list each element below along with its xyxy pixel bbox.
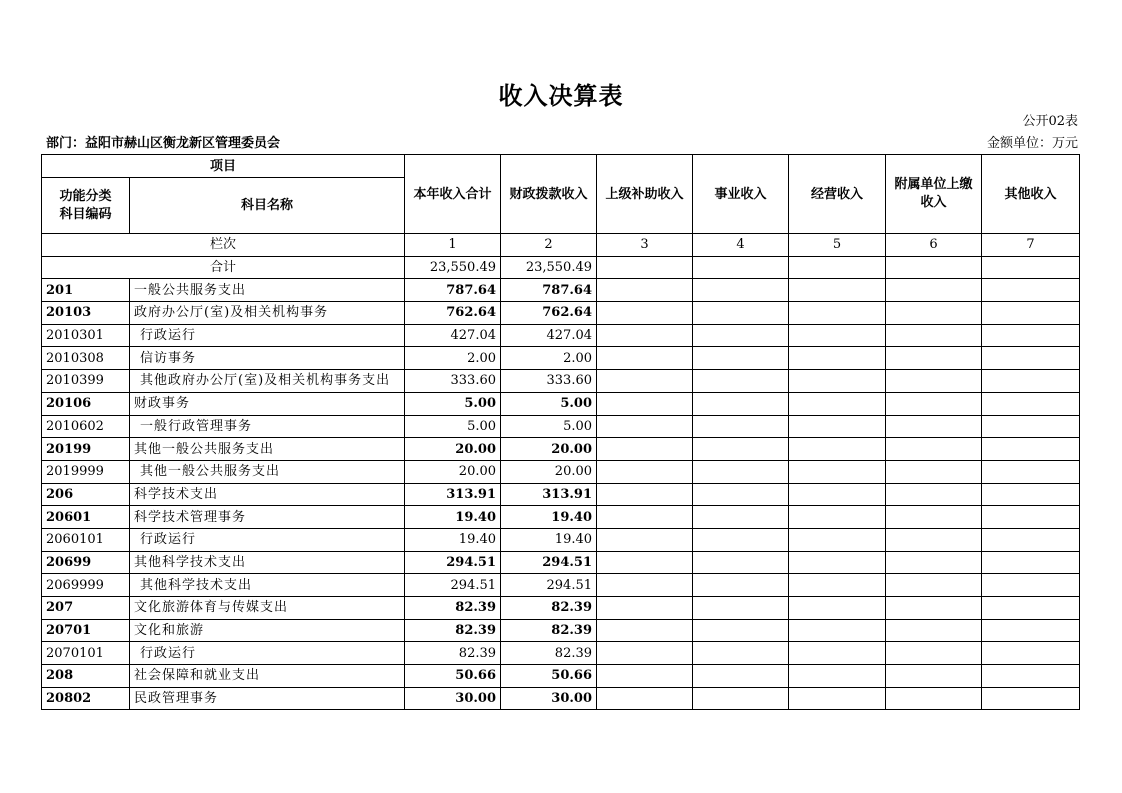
empty-cell — [886, 370, 982, 393]
subject-code: 201 — [42, 279, 130, 302]
income-sum: 2.00 — [405, 347, 501, 370]
subject-code: 20106 — [42, 392, 130, 415]
fiscal-appropriation: 19.40 — [501, 528, 597, 551]
subject-name: 信访事务 — [130, 347, 405, 370]
subject-name: 一般行政管理事务 — [130, 415, 405, 438]
table-row — [42, 551, 1080, 574]
empty-cell — [982, 528, 1080, 551]
empty-cell — [982, 415, 1080, 438]
empty-cell — [789, 460, 886, 483]
column-index-cell: 1 — [405, 234, 501, 257]
empty-cell — [693, 574, 789, 597]
table-row — [42, 665, 1080, 688]
fiscal-appropriation: 19.40 — [501, 506, 597, 529]
empty-cell — [597, 483, 693, 506]
header-col-2: 财政拨款收入 — [501, 155, 597, 234]
fiscal-appropriation: 30.00 — [501, 687, 597, 710]
empty-cell — [982, 506, 1080, 529]
empty-cell — [693, 302, 789, 325]
income-sum: 427.04 — [405, 324, 501, 347]
income-sum: 294.51 — [405, 551, 501, 574]
empty-cell — [789, 483, 886, 506]
subject-name: 一般公共服务支出 — [130, 279, 405, 302]
column-index-label: 栏次 — [42, 234, 405, 257]
empty-cell — [982, 665, 1080, 688]
empty-cell — [789, 256, 886, 279]
income-sum: 50.66 — [405, 665, 501, 688]
empty-cell — [982, 574, 1080, 597]
empty-cell — [693, 642, 789, 665]
table-row — [42, 597, 1080, 620]
subject-name: 科学技术支出 — [130, 483, 405, 506]
empty-cell — [789, 506, 886, 529]
page-title: 收入决算表 — [498, 81, 624, 110]
subject-code: 208 — [42, 665, 130, 688]
empty-cell — [789, 347, 886, 370]
income-sum: 294.51 — [405, 574, 501, 597]
subject-code: 20699 — [42, 551, 130, 574]
empty-cell — [982, 460, 1080, 483]
empty-cell — [693, 347, 789, 370]
empty-cell — [982, 347, 1080, 370]
empty-cell — [886, 392, 982, 415]
empty-cell — [789, 619, 886, 642]
table-body — [42, 155, 1080, 710]
total-income-sum: 23,550.49 — [405, 256, 501, 279]
column-index-cell: 5 — [789, 234, 886, 257]
subject-code: 207 — [42, 597, 130, 620]
empty-cell — [597, 551, 693, 574]
fiscal-appropriation: 82.39 — [501, 619, 597, 642]
total-label: 合计 — [42, 256, 405, 279]
fiscal-appropriation: 5.00 — [501, 415, 597, 438]
header-col-1: 本年收入合计 — [405, 155, 501, 234]
empty-cell — [982, 687, 1080, 710]
table-row — [42, 528, 1080, 551]
income-sum: 787.64 — [405, 279, 501, 302]
empty-cell — [789, 279, 886, 302]
empty-cell — [886, 506, 982, 529]
empty-cell — [982, 256, 1080, 279]
fiscal-appropriation: 333.60 — [501, 370, 597, 393]
empty-cell — [886, 483, 982, 506]
empty-cell — [886, 597, 982, 620]
subject-code: 2060101 — [42, 528, 130, 551]
subject-code: 2010602 — [42, 415, 130, 438]
empty-cell — [597, 597, 693, 620]
fiscal-appropriation: 762.64 — [501, 302, 597, 325]
header-row-1 — [42, 155, 1080, 178]
empty-cell — [597, 642, 693, 665]
empty-cell — [982, 302, 1080, 325]
empty-cell — [886, 438, 982, 461]
fiscal-appropriation: 20.00 — [501, 460, 597, 483]
empty-cell — [789, 370, 886, 393]
empty-cell — [693, 551, 789, 574]
empty-cell — [597, 256, 693, 279]
header-func-code-line2: 科目编码 — [59, 206, 112, 222]
empty-cell — [693, 324, 789, 347]
table-row — [42, 392, 1080, 415]
table-row — [42, 460, 1080, 483]
subject-name: 行政运行 — [130, 528, 405, 551]
empty-cell — [886, 256, 982, 279]
empty-cell — [982, 370, 1080, 393]
column-index-cell: 4 — [693, 234, 789, 257]
empty-cell — [789, 687, 886, 710]
empty-cell — [886, 551, 982, 574]
header-col-7: 其他收入 — [982, 155, 1080, 234]
income-sum: 20.00 — [405, 438, 501, 461]
empty-cell — [982, 324, 1080, 347]
empty-cell — [886, 574, 982, 597]
table-row — [42, 574, 1080, 597]
empty-cell — [789, 438, 886, 461]
empty-cell — [597, 460, 693, 483]
subject-name: 行政运行 — [130, 642, 405, 665]
subject-name: 其他一般公共服务支出 — [130, 438, 405, 461]
empty-cell — [693, 256, 789, 279]
fiscal-appropriation: 787.64 — [501, 279, 597, 302]
fiscal-appropriation: 5.00 — [501, 392, 597, 415]
table-row — [42, 324, 1080, 347]
subject-code: 2010399 — [42, 370, 130, 393]
empty-cell — [982, 642, 1080, 665]
subject-name: 财政事务 — [130, 392, 405, 415]
table-row — [42, 506, 1080, 529]
empty-cell — [789, 665, 886, 688]
table-row — [42, 279, 1080, 302]
empty-cell — [597, 324, 693, 347]
income-sum: 762.64 — [405, 302, 501, 325]
empty-cell — [886, 642, 982, 665]
income-sum: 30.00 — [405, 687, 501, 710]
income-sum: 82.39 — [405, 642, 501, 665]
income-sum: 82.39 — [405, 597, 501, 620]
empty-cell — [789, 324, 886, 347]
empty-cell — [886, 302, 982, 325]
empty-cell — [693, 392, 789, 415]
fiscal-appropriation: 294.51 — [501, 551, 597, 574]
subject-name: 其他科学技术支出 — [130, 551, 405, 574]
subject-code: 20103 — [42, 302, 130, 325]
income-sum: 313.91 — [405, 483, 501, 506]
empty-cell — [693, 460, 789, 483]
header-func-code — [42, 178, 130, 234]
empty-cell — [597, 392, 693, 415]
empty-cell — [597, 415, 693, 438]
income-sum: 5.00 — [405, 392, 501, 415]
fiscal-appropriation: 427.04 — [501, 324, 597, 347]
empty-cell — [886, 528, 982, 551]
empty-cell — [693, 619, 789, 642]
empty-cell — [597, 302, 693, 325]
subject-name: 文化和旅游 — [130, 619, 405, 642]
empty-cell — [693, 483, 789, 506]
empty-cell — [886, 460, 982, 483]
empty-cell — [789, 574, 886, 597]
column-index-cell: 7 — [982, 234, 1080, 257]
department-label: 部门：益阳市赫山区衡龙新区管理委员会 — [46, 136, 281, 151]
income-sum: 82.39 — [405, 619, 501, 642]
empty-cell — [886, 665, 982, 688]
table-row — [42, 642, 1080, 665]
table-row — [42, 302, 1080, 325]
income-sum: 5.00 — [405, 415, 501, 438]
fiscal-appropriation: 82.39 — [501, 597, 597, 620]
subject-name: 其他政府办公厅(室)及相关机构事务支出 — [130, 370, 405, 393]
column-index-cell: 3 — [597, 234, 693, 257]
table-row — [42, 415, 1080, 438]
subject-name: 政府办公厅(室)及相关机构事务 — [130, 302, 405, 325]
subject-name: 其他一般公共服务支出 — [130, 460, 405, 483]
empty-cell — [982, 597, 1080, 620]
income-sum: 333.60 — [405, 370, 501, 393]
header-col-5: 经营收入 — [789, 155, 886, 234]
empty-cell — [789, 528, 886, 551]
column-index-row — [42, 234, 1080, 257]
subject-code: 2010301 — [42, 324, 130, 347]
amount-unit-label: 金额单位：万元 — [986, 136, 1078, 151]
empty-cell — [789, 302, 886, 325]
table-row — [42, 370, 1080, 393]
empty-cell — [789, 551, 886, 574]
empty-cell — [982, 438, 1080, 461]
empty-cell — [886, 347, 982, 370]
empty-cell — [693, 415, 789, 438]
column-index-cell: 6 — [886, 234, 982, 257]
empty-cell — [886, 415, 982, 438]
subject-code: 2069999 — [42, 574, 130, 597]
empty-cell — [693, 506, 789, 529]
empty-cell — [982, 279, 1080, 302]
empty-cell — [597, 347, 693, 370]
empty-cell — [789, 597, 886, 620]
subject-name: 行政运行 — [130, 324, 405, 347]
subject-name: 科学技术管理事务 — [130, 506, 405, 529]
income-table — [41, 154, 1080, 710]
fiscal-appropriation: 82.39 — [501, 642, 597, 665]
income-sum: 19.40 — [405, 528, 501, 551]
fiscal-appropriation: 50.66 — [501, 665, 597, 688]
empty-cell — [597, 506, 693, 529]
table-row — [42, 347, 1080, 370]
empty-cell — [597, 528, 693, 551]
subject-name: 文化旅游体育与传媒支出 — [130, 597, 405, 620]
header-col-3: 上级补助收入 — [597, 155, 693, 234]
total-fiscal-appropriation: 23,550.49 — [501, 256, 597, 279]
empty-cell — [789, 392, 886, 415]
empty-cell — [597, 574, 693, 597]
empty-cell — [693, 597, 789, 620]
subject-code: 2070101 — [42, 642, 130, 665]
subject-code: 2010308 — [42, 347, 130, 370]
empty-cell — [597, 438, 693, 461]
subject-name: 社会保障和就业支出 — [130, 665, 405, 688]
empty-cell — [789, 415, 886, 438]
empty-cell — [982, 483, 1080, 506]
empty-cell — [597, 687, 693, 710]
subject-name: 其他科学技术支出 — [130, 574, 405, 597]
header-subject-name: 科目名称 — [130, 178, 405, 234]
empty-cell — [597, 279, 693, 302]
empty-cell — [693, 665, 789, 688]
empty-cell — [597, 665, 693, 688]
subject-code: 2019999 — [42, 460, 130, 483]
subject-code: 20701 — [42, 619, 130, 642]
empty-cell — [886, 687, 982, 710]
empty-cell — [597, 370, 693, 393]
empty-cell — [886, 279, 982, 302]
empty-cell — [597, 619, 693, 642]
empty-cell — [693, 279, 789, 302]
total-row — [42, 256, 1080, 279]
empty-cell — [693, 438, 789, 461]
empty-cell — [693, 370, 789, 393]
fiscal-appropriation: 294.51 — [501, 574, 597, 597]
empty-cell — [693, 687, 789, 710]
fiscal-appropriation: 20.00 — [501, 438, 597, 461]
empty-cell — [886, 324, 982, 347]
fiscal-appropriation: 2.00 — [501, 347, 597, 370]
subject-name: 民政管理事务 — [130, 687, 405, 710]
empty-cell — [789, 642, 886, 665]
subject-code: 20802 — [42, 687, 130, 710]
table-row — [42, 619, 1080, 642]
subject-code: 206 — [42, 483, 130, 506]
column-index-cell: 2 — [501, 234, 597, 257]
income-sum: 20.00 — [405, 460, 501, 483]
empty-cell — [982, 392, 1080, 415]
subject-code: 20601 — [42, 506, 130, 529]
empty-cell — [693, 528, 789, 551]
header-func-code-line1: 功能分类 — [59, 188, 112, 204]
fiscal-appropriation: 313.91 — [501, 483, 597, 506]
header-col-4: 事业收入 — [693, 155, 789, 234]
header-col-6: 附属单位上缴收入 — [886, 155, 982, 234]
table-row — [42, 483, 1080, 506]
income-sum: 19.40 — [405, 506, 501, 529]
subject-code: 20199 — [42, 438, 130, 461]
form-number: 公开02表 — [1022, 114, 1078, 129]
empty-cell — [982, 619, 1080, 642]
table-row — [42, 438, 1080, 461]
empty-cell — [886, 619, 982, 642]
table-row — [42, 687, 1080, 710]
header-item: 项目 — [42, 155, 405, 178]
empty-cell — [982, 551, 1080, 574]
